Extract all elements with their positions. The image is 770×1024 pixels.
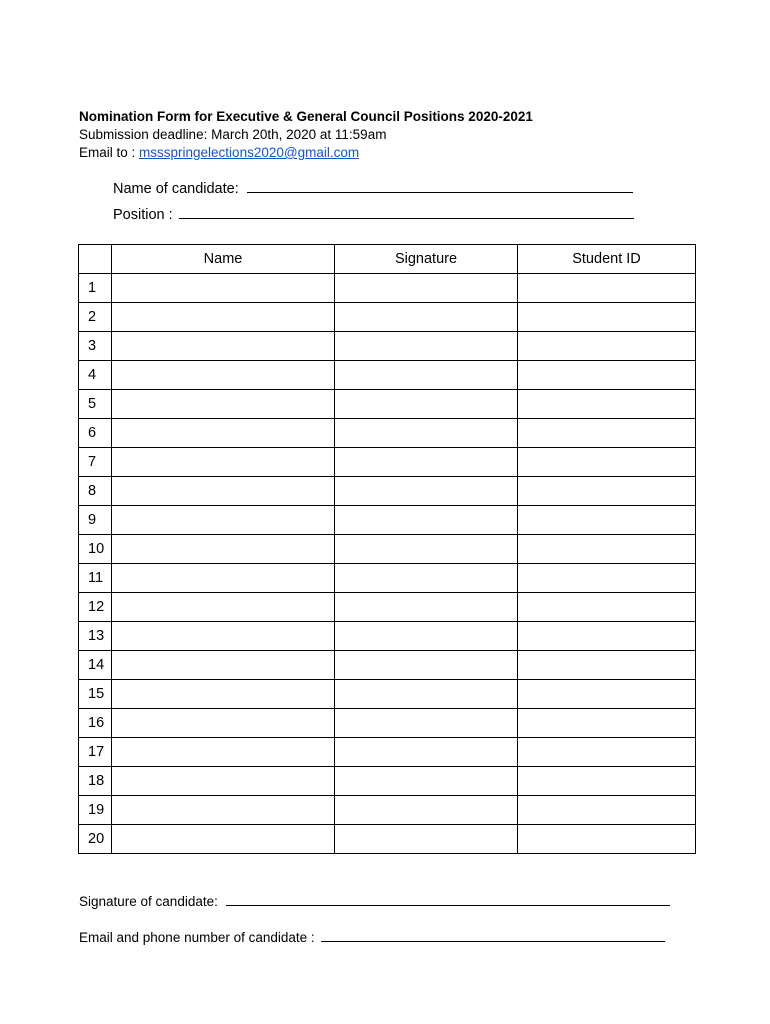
- row-number: 16: [79, 709, 112, 738]
- name-cell[interactable]: [112, 332, 335, 361]
- signature-cell[interactable]: [335, 448, 518, 477]
- signature-cell[interactable]: [335, 796, 518, 825]
- table-header-row: [79, 245, 696, 274]
- signature-cell[interactable]: [335, 477, 518, 506]
- row-number: 20: [79, 825, 112, 854]
- row-number: 4: [79, 361, 112, 390]
- row-number: 10: [79, 535, 112, 564]
- signature-cell[interactable]: [335, 419, 518, 448]
- position-field: [113, 204, 634, 223]
- table-row: [79, 303, 696, 332]
- signature-cell[interactable]: [335, 651, 518, 680]
- student-id-cell[interactable]: [518, 390, 696, 419]
- position-blank[interactable]: [179, 204, 634, 219]
- table-row: [79, 506, 696, 535]
- row-number: 15: [79, 680, 112, 709]
- candidate-name-label: Name of candidate:: [113, 181, 239, 197]
- candidate-signature-label: Signature of candidate:: [79, 894, 218, 909]
- signature-cell[interactable]: [335, 506, 518, 535]
- signature-cell[interactable]: [335, 332, 518, 361]
- name-cell[interactable]: [112, 361, 335, 390]
- candidate-signature-field: [79, 891, 670, 909]
- name-cell[interactable]: [112, 796, 335, 825]
- row-number: 9: [79, 506, 112, 535]
- email-prefix: Email to :: [79, 145, 140, 160]
- signature-cell[interactable]: [335, 274, 518, 303]
- table-row: [79, 796, 696, 825]
- student-id-cell[interactable]: [518, 825, 696, 854]
- candidate-signature-blank[interactable]: [226, 891, 670, 906]
- signature-cell[interactable]: [335, 622, 518, 651]
- candidate-contact-blank[interactable]: [321, 927, 665, 942]
- submission-deadline: Submission deadline: March 20th, 2020 at 11:59am: [79, 127, 387, 142]
- table-row: [79, 332, 696, 361]
- table-row: [79, 680, 696, 709]
- candidate-name-blank[interactable]: [247, 178, 633, 193]
- header-signature: Signature: [335, 245, 518, 274]
- student-id-cell[interactable]: [518, 274, 696, 303]
- signature-cell[interactable]: [335, 564, 518, 593]
- email-link[interactable]: mssspringelections2020@gmail.com: [139, 145, 360, 160]
- name-cell[interactable]: [112, 535, 335, 564]
- table-row: [79, 709, 696, 738]
- table-row: [79, 738, 696, 767]
- row-number: 2: [79, 303, 112, 332]
- name-cell[interactable]: [112, 825, 335, 854]
- row-number: 3: [79, 332, 112, 361]
- signature-cell[interactable]: [335, 390, 518, 419]
- student-id-cell[interactable]: [518, 564, 696, 593]
- table-row: [79, 825, 696, 854]
- position-label: Position :: [113, 207, 173, 223]
- table-row: [79, 274, 696, 303]
- table-row: [79, 361, 696, 390]
- name-cell[interactable]: [112, 477, 335, 506]
- signature-cell[interactable]: [335, 535, 518, 564]
- signature-cell[interactable]: [335, 709, 518, 738]
- table-row: [79, 593, 696, 622]
- row-number: 18: [79, 767, 112, 796]
- student-id-cell[interactable]: [518, 303, 696, 332]
- student-id-cell[interactable]: [518, 738, 696, 767]
- signature-cell[interactable]: [335, 738, 518, 767]
- header-number: [79, 245, 112, 274]
- name-cell[interactable]: [112, 709, 335, 738]
- signature-cell[interactable]: [335, 303, 518, 332]
- signature-cell[interactable]: [335, 593, 518, 622]
- row-number: 14: [79, 651, 112, 680]
- signature-cell[interactable]: [335, 825, 518, 854]
- name-cell[interactable]: [112, 564, 335, 593]
- student-id-cell[interactable]: [518, 622, 696, 651]
- email-line: [79, 145, 359, 160]
- name-cell[interactable]: [112, 767, 335, 796]
- student-id-cell[interactable]: [518, 535, 696, 564]
- name-cell[interactable]: [112, 419, 335, 448]
- table-row: [79, 390, 696, 419]
- table-row: [79, 622, 696, 651]
- table-row: [79, 535, 696, 564]
- student-id-cell[interactable]: [518, 361, 696, 390]
- name-cell[interactable]: [112, 622, 335, 651]
- name-cell[interactable]: [112, 506, 335, 535]
- name-cell[interactable]: [112, 390, 335, 419]
- candidate-contact-field: [79, 927, 665, 945]
- row-number: 17: [79, 738, 112, 767]
- candidate-name-field: [113, 178, 633, 197]
- form-title: Nomination Form for Executive & General Council Positions 2020-2021: [79, 109, 533, 124]
- student-id-cell[interactable]: [518, 651, 696, 680]
- student-id-cell[interactable]: [518, 680, 696, 709]
- row-number: 1: [79, 274, 112, 303]
- row-number: 8: [79, 477, 112, 506]
- row-number: 13: [79, 622, 112, 651]
- student-id-cell[interactable]: [518, 593, 696, 622]
- row-number: 7: [79, 448, 112, 477]
- header-name: Name: [112, 245, 335, 274]
- candidate-contact-label: Email and phone number of candidate :: [79, 930, 315, 945]
- student-id-cell[interactable]: [518, 332, 696, 361]
- table-row: [79, 564, 696, 593]
- table-row: [79, 767, 696, 796]
- name-cell[interactable]: [112, 274, 335, 303]
- name-cell[interactable]: [112, 448, 335, 477]
- table-row: [79, 448, 696, 477]
- signature-cell[interactable]: [335, 767, 518, 796]
- table-row: [79, 419, 696, 448]
- name-cell[interactable]: [112, 303, 335, 332]
- student-id-cell[interactable]: [518, 448, 696, 477]
- table-row: [79, 651, 696, 680]
- student-id-cell[interactable]: [518, 796, 696, 825]
- row-number: 12: [79, 593, 112, 622]
- name-cell[interactable]: [112, 680, 335, 709]
- nomination-signature-table: [78, 244, 696, 854]
- student-id-cell[interactable]: [518, 709, 696, 738]
- signature-cell[interactable]: [335, 361, 518, 390]
- row-number: 19: [79, 796, 112, 825]
- row-number: 5: [79, 390, 112, 419]
- header-student-id: Student ID: [518, 245, 696, 274]
- signature-cell[interactable]: [335, 680, 518, 709]
- name-cell[interactable]: [112, 593, 335, 622]
- name-cell[interactable]: [112, 738, 335, 767]
- table-row: [79, 477, 696, 506]
- row-number: 6: [79, 419, 112, 448]
- student-id-cell[interactable]: [518, 419, 696, 448]
- student-id-cell[interactable]: [518, 767, 696, 796]
- row-number: 11: [79, 564, 112, 593]
- name-cell[interactable]: [112, 651, 335, 680]
- student-id-cell[interactable]: [518, 506, 696, 535]
- student-id-cell[interactable]: [518, 477, 696, 506]
